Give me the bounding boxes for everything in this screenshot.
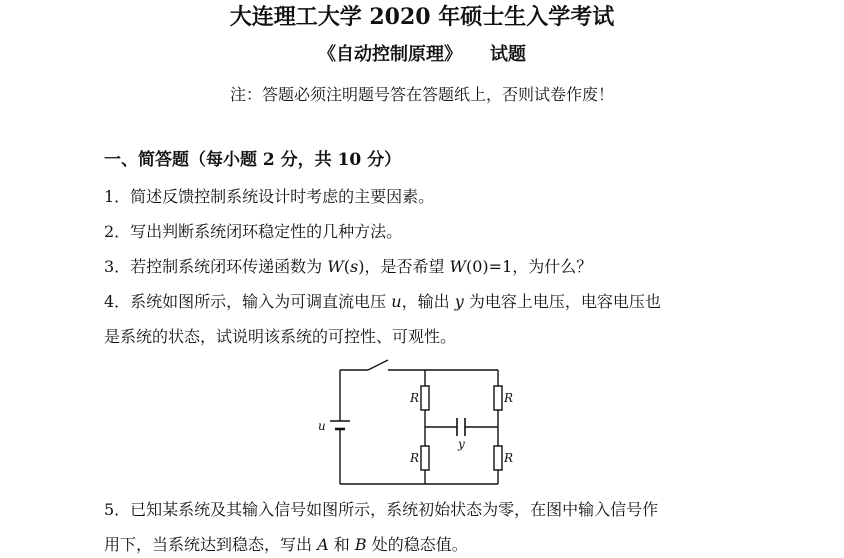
question-2: 2．写出判断系统闭环稳定性的几种方法。 <box>104 222 403 241</box>
label-capacitor-y: y <box>458 437 465 451</box>
resistor-bottom-right-icon <box>494 446 502 470</box>
resistor-bottom-left-icon <box>421 446 429 470</box>
q4-symbol-y: y <box>454 292 464 311</box>
q5-text-a: 用下，当系统达到稳态，写出 <box>104 535 318 554</box>
circuit-wires <box>340 360 498 484</box>
exam-title: 大连理工大学 2020 年硕士生入学考试 <box>229 4 615 30</box>
q5-text-b: 和 <box>328 535 355 554</box>
q5-text-c: 处的稳态值。 <box>366 535 468 554</box>
label-source-u: u <box>318 419 326 433</box>
label-r-top-left: R <box>410 391 420 405</box>
question-1: 1．简述反馈控制系统设计时考虑的主要因素。 <box>104 187 435 206</box>
question-5-line-2 <box>104 532 468 558</box>
question-5-line-1: 5．已知某系统及其输入信号如图所示，系统初始状态为零，在图中输入信号作 <box>104 500 659 519</box>
question-3 <box>104 254 592 280</box>
capacitor-icon <box>457 418 465 436</box>
q4-text-b: ，输出 <box>401 292 455 311</box>
course-name: 《自动控制原理》 <box>318 44 462 65</box>
label-r-bottom-right: R <box>504 451 514 465</box>
q3-symbol-w: W <box>327 257 344 276</box>
q4-symbol-u: u <box>391 292 402 311</box>
q5-symbol-a: A <box>317 535 329 554</box>
q3-symbol-w0: W <box>449 257 466 276</box>
exam-subtitle <box>0 41 844 69</box>
q3-symbol-s: s <box>349 257 359 276</box>
section-heading-short-answer: 一、简答题（每小题 2 分，共 10 分） <box>104 150 402 170</box>
exam-note: 注：答题必须注明题号答在答题纸上，否则试卷作废！ <box>229 85 614 104</box>
circuit-diagram <box>310 356 530 492</box>
q5-symbol-b: B <box>354 535 367 554</box>
resistor-top-left-icon <box>421 386 429 410</box>
label-r-bottom-left: R <box>410 451 420 465</box>
label-r-top-right: R <box>504 391 514 405</box>
q3-paren-open: ( <box>343 257 350 276</box>
q3-text-c: (0)=1，为什么？ <box>466 257 593 276</box>
question-4-line-1 <box>104 289 661 315</box>
resistor-top-right-icon <box>494 386 502 410</box>
dc-source-icon <box>330 418 350 432</box>
q4-text-a: 4．系统如图所示，输入为可调直流电压 <box>104 292 392 311</box>
q3-text-a: 3．若控制系统闭环传递函数为 <box>104 257 328 276</box>
circuit-svg <box>310 356 530 492</box>
q3-text-b: )，是否希望 <box>358 257 450 276</box>
question-4-line-2: 是系统的状态，试说明该系统的可控性、可观性。 <box>104 327 457 346</box>
switch-icon <box>368 360 388 370</box>
paper-label: 试题 <box>490 44 526 65</box>
q4-text-c: 为电容上电压，电容电压也 <box>463 292 661 311</box>
